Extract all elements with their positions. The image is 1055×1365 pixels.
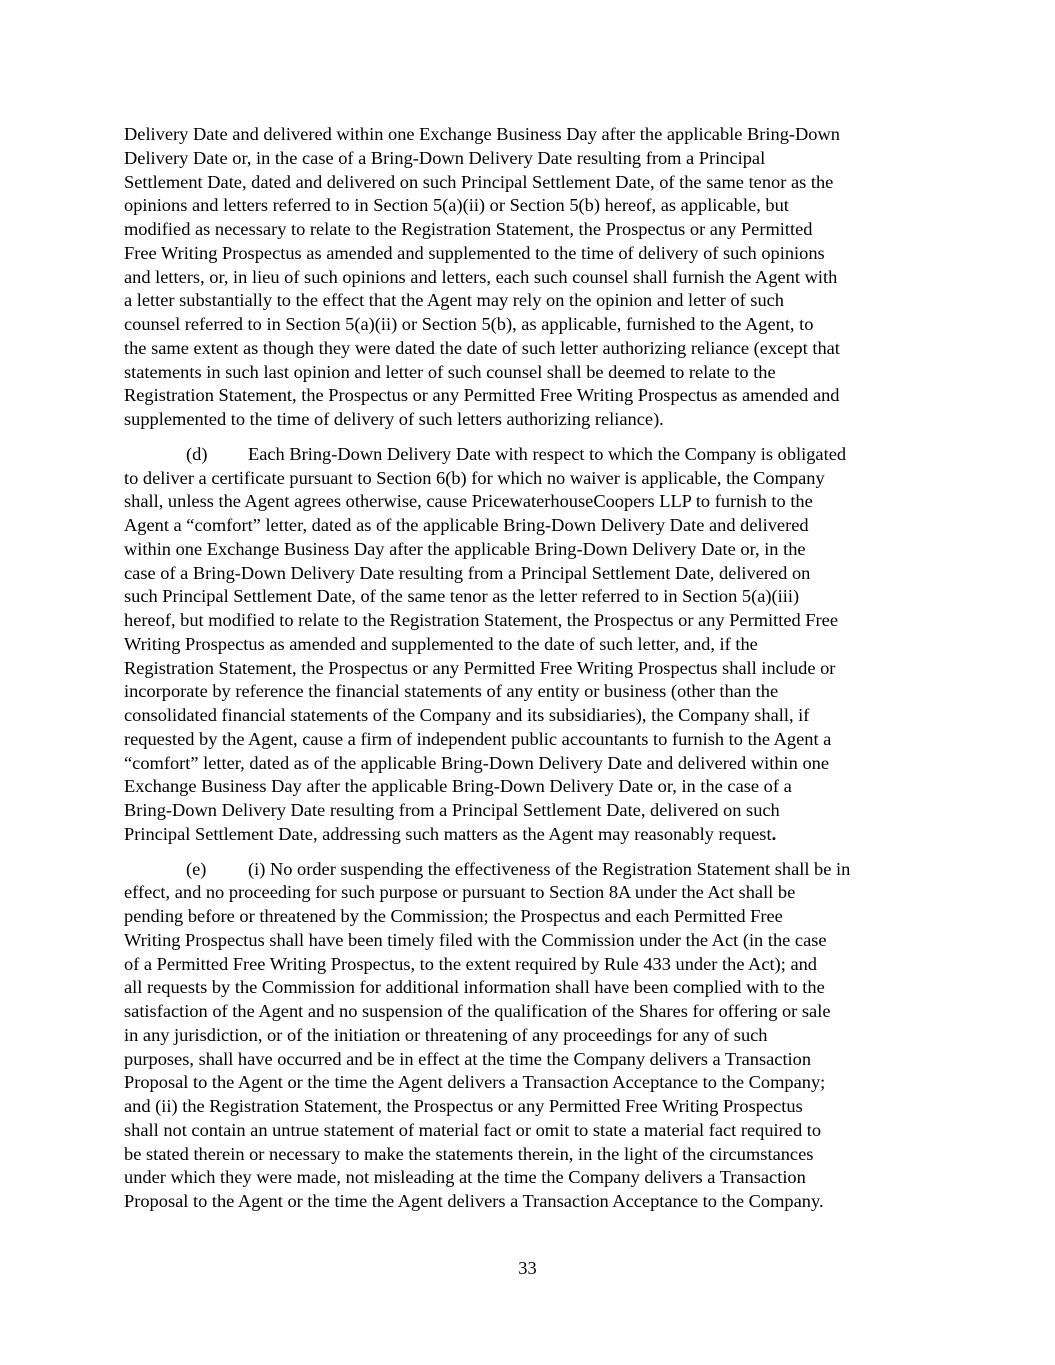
text-line: hereof, but modified to relate to the Registration Statement, the Prospectus or any Permitted Free <box>124 610 838 630</box>
text-line: effect, and no proceeding for such purpose or pursuant to Section 8A under the Act shall be <box>124 882 796 903</box>
paragraph-spacer <box>124 847 934 858</box>
paragraph-first-line <box>124 443 934 467</box>
text-line: incorporate by reference the financial statements of any entity or business (other than the <box>124 681 779 702</box>
text-line: “comfort” letter, dated as of the applicable Bring-Down Delivery Date and delivered within one <box>124 752 829 773</box>
text-line: such Principal Settlement Date, of the same tenor as the letter referred to in Section 5(a)(iii) <box>124 586 800 607</box>
text-line: the same extent as though they were dated the date of such letter authorizing reliance (except that <box>124 337 840 358</box>
text-line: purposes, shall have occurred and be in effect at the time the Company delivers a Transaction <box>124 1048 812 1069</box>
text-line: Proposal to the Agent or the time the Agent delivers a Transaction Acceptance to the Company; <box>124 1072 826 1093</box>
paragraph-label: (d) <box>186 443 208 464</box>
text-line: to deliver a certificate pursuant to Section 6(b) for which no waiver is applicable, the Company <box>124 467 825 488</box>
text-line: shall not contain an untrue statement of material fact or omit to state a material fact required to <box>124 1119 822 1140</box>
paragraph-first-line-text: Each Bring-Down Delivery Date with respect to which the Company is obligated <box>248 443 847 464</box>
paragraph-first-line <box>124 858 934 882</box>
paragraph-e <box>124 858 934 1214</box>
text-line: and letters, or, in lieu of such opinions and letters, each such counsel shall furnish the Agent with <box>124 266 838 287</box>
text-line: case of a Bring-Down Delivery Date resulting from a Principal Settlement Date, delivered on <box>124 562 811 583</box>
paragraph-c-continuation <box>124 123 934 432</box>
text-line: in any jurisdiction, or of the initiation or threatening of any proceedings for any of such <box>124 1024 768 1045</box>
paragraph-first-line-text: (i) No order suspending the effectiveness of the Registration Statement shall be in <box>248 858 851 879</box>
text-line: under which they were made, not misleading at the time the Company delivers a Transaction <box>124 1167 806 1188</box>
text-line: supplemented to the time of delivery of such letters authorizing reliance). <box>124 409 664 429</box>
text-line: Writing Prospectus shall have been timely filed with the Commission under the Act (in the case <box>124 929 827 950</box>
text-line: of a Permitted Free Writing Prospectus, to the extent required by Rule 433 under the Act); and <box>124 953 817 974</box>
text-line: counsel referred to in Section 5(a)(ii) or Section 5(b), as applicable, furnished to the Agent, to <box>124 314 814 334</box>
text-line: modified as necessary to relate to the Registration Statement, the Prospectus or any Permitted <box>124 219 813 239</box>
bold-period: . <box>771 823 777 844</box>
text-line: requested by the Agent, cause a firm of independent public accountants to furnish to the Agent a <box>124 728 832 749</box>
text-line: Bring-Down Delivery Date resulting from a Principal Settlement Date, delivered on such <box>124 800 780 820</box>
text-line: Free Writing Prospectus as amended and supplemented to the time of delivery of such opinions <box>124 242 825 263</box>
text-line: and (ii) the Registration Statement, the Prospectus or any Permitted Free Writing Prospectus <box>124 1096 803 1116</box>
paragraph-d <box>124 443 934 847</box>
page-number: 33 <box>518 1258 537 1278</box>
text-line: Registration Statement, the Prospectus or any Permitted Free Writing Prospectus shall include or <box>124 657 836 678</box>
text-line: Writing Prospectus as amended and supplemented to the date of such letter, and, if the <box>124 633 758 654</box>
text-line: Delivery Date and delivered within one Exchange Business Day after the applicable Bring-Down <box>124 124 840 144</box>
text-line: Proposal to the Agent or the time the Agent delivers a Transaction Acceptance to the Company. <box>124 1191 824 1211</box>
paragraph-last-line <box>124 823 934 847</box>
text-line: opinions and letters referred to in Section 5(a)(ii) or Section 5(b) hereof, as applicable, but <box>124 195 789 216</box>
text-line: Agent a “comfort” letter, dated as of the applicable Bring-Down Delivery Date and delivered <box>124 515 809 535</box>
text-line: within one Exchange Business Day after the applicable Bring-Down Delivery Date or, in the <box>124 538 806 559</box>
text-line: Delivery Date or, in the case of a Bring-Down Delivery Date resulting from a Principal <box>124 147 766 168</box>
paragraph-spacer <box>124 432 934 443</box>
text-line: consolidated financial statements of the Company and its subsidiaries), the Company shall, if <box>124 705 810 725</box>
text-line: Registration Statement, the Prospectus or any Permitted Free Writing Prospectus as amended and <box>124 385 840 406</box>
text-line: shall, unless the Agent agrees otherwise, cause PricewaterhouseCoopers LLP to furnish to the <box>124 491 813 512</box>
text-line: Settlement Date, dated and delivered on such Principal Settlement Date, of the same tenor as the <box>124 171 834 192</box>
text-line: all requests by the Commission for additional information shall have been complied with to the <box>124 977 825 998</box>
text-line: Exchange Business Day after the applicable Bring-Down Delivery Date or, in the case of a <box>124 776 792 797</box>
text-line: satisfaction of the Agent and no suspension of the qualification of the Shares for offering or sale <box>124 1001 831 1021</box>
text-line: statements in such last opinion and letter of such counsel shall be deemed to relate to the <box>124 361 776 382</box>
text-line: be stated therein or necessary to make the statements therein, in the light of the circumstances <box>124 1143 814 1164</box>
paragraph-last-line-text: Principal Settlement Date, addressing such matters as the Agent may reasonably request <box>124 823 772 844</box>
document-page <box>124 123 934 1214</box>
paragraph-label: (e) <box>186 858 207 879</box>
text-line: a letter substantially to the effect that the Agent may rely on the opinion and letter of such <box>124 290 784 311</box>
text-line: pending before or threatened by the Commission; the Prospectus and each Permitted Free <box>124 906 783 926</box>
